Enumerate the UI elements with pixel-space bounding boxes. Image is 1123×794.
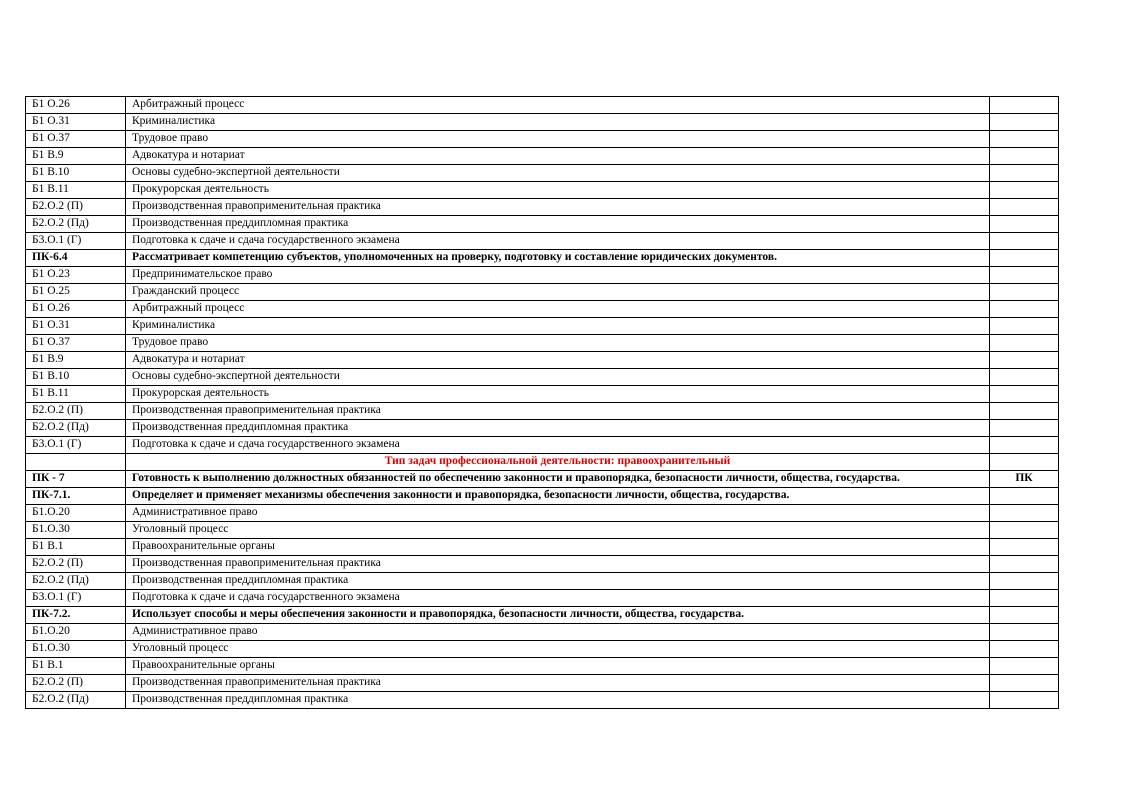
table-row [26, 182, 1059, 199]
extra-cell [990, 233, 1059, 250]
name-cell: Трудовое право [126, 131, 990, 148]
extra-cell [990, 148, 1059, 165]
code-cell: Б2.О.2 (П) [26, 675, 126, 692]
code-cell: Б2.О.2 (Пд) [26, 420, 126, 437]
name-cell: Подготовка к сдаче и сдача государственного экзамена [126, 437, 990, 454]
competence-row [26, 488, 1059, 505]
code-cell: Б2.О.2 (Пд) [26, 216, 126, 233]
name-cell: Уголовный процесс [126, 522, 990, 539]
name-cell: Основы судебно-экспертной деятельности [126, 369, 990, 386]
name-cell: Уголовный процесс [126, 641, 990, 658]
extra-cell [990, 403, 1059, 420]
code-cell: Б2.О.2 (Пд) [26, 692, 126, 709]
code-cell: Б1 О.23 [26, 267, 126, 284]
name-cell: Адвокатура и нотариат [126, 148, 990, 165]
table-row [26, 556, 1059, 573]
extra-cell [990, 114, 1059, 131]
table-row [26, 131, 1059, 148]
extra-cell [990, 267, 1059, 284]
code-cell: Б1.О.20 [26, 624, 126, 641]
name-cell: Производственная правоприменительная практика [126, 199, 990, 216]
code-cell: ПК-7.2. [26, 607, 126, 624]
table-row [26, 335, 1059, 352]
code-cell: Б1 О.31 [26, 318, 126, 335]
extra-cell [990, 352, 1059, 369]
name-cell: Подготовка к сдаче и сдача государственного экзамена [126, 233, 990, 250]
table-row [26, 505, 1059, 522]
extra-cell [990, 335, 1059, 352]
extra-cell [990, 199, 1059, 216]
name-cell: Арбитражный процесс [126, 97, 990, 114]
extra-cell [990, 641, 1059, 658]
code-cell: Б1 О.26 [26, 97, 126, 114]
name-cell: Подготовка к сдаче и сдача государственного экзамена [126, 590, 990, 607]
extra-cell [990, 675, 1059, 692]
code-cell: Б1 В.11 [26, 182, 126, 199]
extra-cell [990, 131, 1059, 148]
name-cell: Основы судебно-экспертной деятельности [126, 165, 990, 182]
name-cell: Определяет и применяет механизмы обеспечения законности и правопорядка, безопасности личности, общества, государства. [126, 488, 990, 505]
extra-cell [990, 488, 1059, 505]
extra-cell [990, 182, 1059, 199]
table-row [26, 386, 1059, 403]
table-row [26, 267, 1059, 284]
code-cell: Б1 В.9 [26, 148, 126, 165]
extra-cell [990, 607, 1059, 624]
table-row [26, 522, 1059, 539]
extra-cell [990, 658, 1059, 675]
code-cell: ПК-6.4 [26, 250, 126, 267]
extra-cell [990, 539, 1059, 556]
name-cell: Производственная преддипломная практика [126, 420, 990, 437]
code-cell: ПК-7.1. [26, 488, 126, 505]
code-cell: Б1 В.10 [26, 165, 126, 182]
table-row [26, 437, 1059, 454]
name-cell: Трудовое право [126, 335, 990, 352]
extra-cell [990, 573, 1059, 590]
table-row [26, 590, 1059, 607]
code-cell: Б1.О.20 [26, 505, 126, 522]
table-row [26, 658, 1059, 675]
section-title: Тип задач профессиональной деятельности: правоохранительный [126, 454, 990, 471]
competence-row [26, 471, 1059, 488]
code-cell: Б2.О.2 (П) [26, 403, 126, 420]
code-cell: Б2.О.2 (Пд) [26, 573, 126, 590]
table-row [26, 675, 1059, 692]
code-cell: Б1 В.10 [26, 369, 126, 386]
extra-cell [990, 284, 1059, 301]
name-cell: Прокурорская деятельность [126, 386, 990, 403]
extra-cell [990, 301, 1059, 318]
name-cell: Криминалистика [126, 114, 990, 131]
name-cell: Предпринимательское право [126, 267, 990, 284]
table-row [26, 233, 1059, 250]
code-cell: Б1 В.11 [26, 386, 126, 403]
extra-cell [990, 556, 1059, 573]
table-row [26, 369, 1059, 386]
extra-cell [990, 454, 1059, 471]
name-cell: Правоохранительные органы [126, 539, 990, 556]
code-cell: Б1 О.25 [26, 284, 126, 301]
table-body [26, 97, 1059, 709]
competence-row [26, 250, 1059, 267]
extra-cell [990, 420, 1059, 437]
name-cell: Производственная правоприменительная практика [126, 556, 990, 573]
name-cell: Арбитражный процесс [126, 301, 990, 318]
table-row [26, 692, 1059, 709]
code-cell: Б3.О.1 (Г) [26, 437, 126, 454]
name-cell: Производственная преддипломная практика [126, 216, 990, 233]
table-row [26, 624, 1059, 641]
extra-cell [990, 505, 1059, 522]
code-cell: Б1.О.30 [26, 522, 126, 539]
table-row [26, 301, 1059, 318]
table-row [26, 284, 1059, 301]
code-cell: Б2.О.2 (П) [26, 556, 126, 573]
table-row [26, 420, 1059, 437]
code-cell: Б1 В.1 [26, 539, 126, 556]
name-cell: Производственная правоприменительная практика [126, 675, 990, 692]
name-cell: Производственная правоприменительная практика [126, 403, 990, 420]
table-row [26, 148, 1059, 165]
code-cell: Б1 В.9 [26, 352, 126, 369]
extra-cell [990, 318, 1059, 335]
table-row [26, 539, 1059, 556]
table-row [26, 199, 1059, 216]
table-row [26, 165, 1059, 182]
competence-table [25, 96, 1059, 709]
extra-cell: ПК [990, 471, 1059, 488]
table-row [26, 352, 1059, 369]
table-row [26, 403, 1059, 420]
competence-row [26, 607, 1059, 624]
code-cell: Б1 О.37 [26, 131, 126, 148]
name-cell: Административное право [126, 624, 990, 641]
table-row [26, 641, 1059, 658]
name-cell: Прокурорская деятельность [126, 182, 990, 199]
code-cell: Б1.О.30 [26, 641, 126, 658]
extra-cell [990, 437, 1059, 454]
name-cell: Готовность к выполнению должностных обязанностей по обеспечению законности и правопорядка, безопасности личности, общества, государства. [126, 471, 990, 488]
name-cell: Использует способы и меры обеспечения законности и правопорядка, безопасности личности, общества, государства. [126, 607, 990, 624]
table-row [26, 318, 1059, 335]
code-cell: Б2.О.2 (П) [26, 199, 126, 216]
table-row [26, 97, 1059, 114]
extra-cell [990, 165, 1059, 182]
name-cell: Производственная преддипломная практика [126, 692, 990, 709]
code-cell: Б3.О.1 (Г) [26, 590, 126, 607]
table-row [26, 114, 1059, 131]
code-cell: ПК - 7 [26, 471, 126, 488]
code-cell: Б1 О.26 [26, 301, 126, 318]
name-cell: Административное право [126, 505, 990, 522]
extra-cell [990, 692, 1059, 709]
name-cell: Правоохранительные органы [126, 658, 990, 675]
name-cell: Гражданский процесс [126, 284, 990, 301]
name-cell: Рассматривает компетенцию субъектов, уполномоченных на проверку, подготовку и составление юридических документов. [126, 250, 990, 267]
code-cell: Б1 В.1 [26, 658, 126, 675]
section-header-row [26, 454, 1059, 471]
extra-cell [990, 624, 1059, 641]
extra-cell [990, 369, 1059, 386]
name-cell: Криминалистика [126, 318, 990, 335]
code-cell [26, 454, 126, 471]
table-row [26, 216, 1059, 233]
extra-cell [990, 97, 1059, 114]
table-row [26, 573, 1059, 590]
extra-cell [990, 590, 1059, 607]
code-cell: Б3.О.1 (Г) [26, 233, 126, 250]
name-cell: Производственная преддипломная практика [126, 573, 990, 590]
extra-cell [990, 386, 1059, 403]
name-cell: Адвокатура и нотариат [126, 352, 990, 369]
extra-cell [990, 250, 1059, 267]
extra-cell [990, 522, 1059, 539]
extra-cell [990, 216, 1059, 233]
code-cell: Б1 О.31 [26, 114, 126, 131]
code-cell: Б1 О.37 [26, 335, 126, 352]
